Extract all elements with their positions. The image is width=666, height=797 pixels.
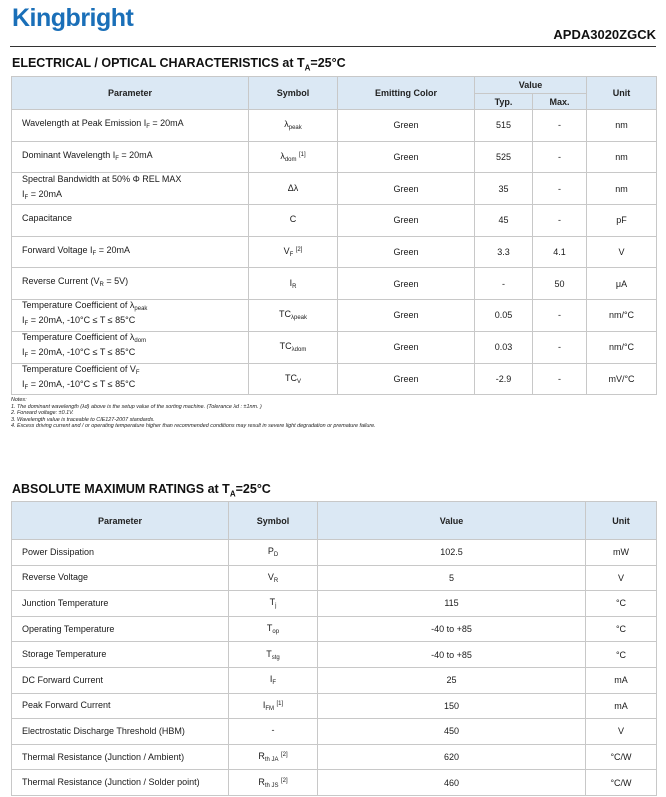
header-rule [10, 46, 656, 47]
parameter-cell [12, 268, 249, 300]
emitting-color-cell: Green [338, 236, 475, 268]
value-cell: 115 [318, 591, 586, 617]
parameter-text: Spectral Bandwidth at 50% Φ REL MAX [22, 173, 182, 184]
parameter-cell [12, 331, 249, 363]
parameter-line [22, 300, 244, 315]
note-line: 3. Wavelength value is traceable to CIE127-2007 standards. [11, 416, 155, 423]
absolute-section-title: ABSOLUTE MAXIMUM RATINGS at $T_A=25^\circ C$ [12, 482, 271, 499]
parameter-text: = 20mA, -10°C ≤ T ≤ 85°C [28, 347, 136, 358]
unit-cell: mV/°C [587, 363, 657, 395]
table-row [12, 331, 657, 363]
table-row [12, 363, 657, 395]
unit-cell: V [587, 236, 657, 268]
symbol-note-ref: [2] [281, 777, 288, 784]
parameter-text: I [22, 347, 25, 358]
parameter-line [22, 245, 244, 260]
header-unit: Unit [587, 77, 657, 110]
max-value-cell: 50 [533, 268, 587, 300]
parameter-text: Dominant Wavelength I [22, 149, 116, 160]
parameter-cell: Power Dissipation [12, 540, 229, 566]
header-symbol: Symbol [249, 77, 338, 110]
symbol-subscript: peak [288, 125, 302, 132]
symbol-subscript: FM [265, 705, 274, 712]
parameter-line [22, 213, 244, 228]
symbol-text: V [267, 571, 274, 582]
symbol-subscript: V [296, 378, 301, 385]
symbol-subscript: th JA [264, 757, 279, 764]
value-cell: 450 [318, 719, 586, 745]
max-value-cell: - [533, 110, 587, 142]
emitting-color-cell: Green [338, 300, 475, 332]
table-row [12, 110, 657, 142]
emitting-color-cell: Green [338, 173, 475, 205]
symbol-text: TC [284, 372, 297, 383]
max-value-cell: - [533, 141, 587, 173]
table-row [12, 642, 657, 668]
table-row [12, 565, 657, 591]
unit-cell: nm [587, 141, 657, 173]
symbol-cell [249, 236, 338, 268]
symbol-text: T [266, 623, 273, 634]
header-value: Value [318, 502, 586, 540]
emitting-color-cell: Green [338, 363, 475, 395]
symbol-subscript: stg [271, 654, 280, 661]
notes-heading: Notes: [11, 397, 27, 403]
symbol-text: Δλ [287, 182, 299, 193]
symbol-cell [249, 331, 338, 363]
parameter-subscript: F [24, 353, 29, 360]
symbol-cell [249, 110, 338, 142]
table-row [12, 616, 657, 642]
emitting-color-cell: Green [338, 141, 475, 173]
header-symbol: Symbol [229, 502, 318, 540]
parameter-text: = 20mA [118, 149, 153, 160]
header-typ: Typ. [475, 94, 533, 110]
value-cell: 102.5 [318, 540, 586, 566]
symbol-cell [229, 642, 318, 668]
typ-value-cell: 515 [475, 110, 533, 142]
emitting-color-cell: Green [338, 331, 475, 363]
symbol-text: λ [280, 151, 285, 162]
value-cell: 460 [318, 770, 586, 796]
table-row [12, 268, 657, 300]
notes [11, 397, 376, 430]
parameter-subscript: F [135, 369, 140, 376]
unit-cell: V [586, 565, 657, 591]
unit-cell: °C/W [586, 770, 657, 796]
symbol-text: V [283, 246, 290, 257]
value-cell: 620 [318, 744, 586, 770]
parameter-text: = 20mA, -10°C ≤ T ≤ 85°C [28, 315, 136, 326]
unit-cell: nm [587, 173, 657, 205]
unit-cell: V [586, 719, 657, 745]
value-cell: 150 [318, 693, 586, 719]
part-number: APDA3020ZGCK [553, 27, 656, 42]
parameter-line [22, 174, 244, 189]
parameter-subscript: F [146, 123, 150, 130]
value-cell: -40 to +85 [318, 642, 586, 668]
emitting-color-cell: Green [338, 268, 475, 300]
table-row [12, 719, 657, 745]
parameter-cell: Operating Temperature [12, 616, 229, 642]
symbol-cell [229, 770, 318, 796]
parameter-cell [12, 141, 249, 173]
symbol-subscript: R [273, 577, 279, 584]
header-parameter: Parameter [12, 502, 229, 540]
symbol-text: P [267, 546, 274, 557]
symbol-text: I [262, 699, 266, 710]
symbol-cell [249, 300, 338, 332]
header-emitting-color: Emitting Color [338, 77, 475, 110]
symbol-text: I [289, 277, 293, 288]
symbol-cell [249, 141, 338, 173]
table-row [12, 141, 657, 173]
unit-cell: mA [586, 667, 657, 693]
parameter-subscript: dom [134, 338, 147, 345]
parameter-cell: Electrostatic Discharge Threshold (HBM) [12, 719, 229, 745]
parameter-line [22, 276, 244, 291]
note-line: 4. Excess driving current and / or operating temperature higher than recommended conditions may result in severe light degradation or premature failure. [11, 423, 376, 430]
symbol-text: λ [284, 119, 289, 130]
parameter-text: = 20mA, -10°C ≤ T ≤ 85°C [28, 378, 136, 389]
parameter-subscript: F [24, 384, 29, 391]
parameter-text: = 20mA [28, 188, 62, 199]
symbol-cell [229, 565, 318, 591]
max-value-cell: - [533, 173, 587, 205]
table-row [12, 693, 657, 719]
value-cell: -40 to +85 [318, 616, 586, 642]
parameter-cell: Storage Temperature [12, 642, 229, 668]
page-header [0, 0, 666, 48]
typ-value-cell: 0.05 [475, 300, 533, 332]
symbol-subscript: D [273, 552, 279, 559]
symbol-note-ref: [1] [299, 152, 306, 159]
header-parameter: Parameter [12, 77, 249, 110]
typ-value-cell: 0.03 [475, 331, 533, 363]
parameter-line [22, 189, 244, 204]
electrical-characteristics-table [11, 76, 657, 395]
max-value-cell: - [533, 363, 587, 395]
header-max: Max. [533, 94, 587, 110]
unit-cell: nm/°C [587, 331, 657, 363]
parameter-text: = 20mA [96, 244, 130, 255]
parameter-subscript: F [115, 155, 119, 162]
parameter-text: = 5V) [103, 276, 129, 287]
table-row [12, 744, 657, 770]
parameter-cell: Reverse Voltage [12, 565, 229, 591]
symbol-cell [249, 173, 338, 205]
emitting-color-cell: Green [338, 110, 475, 142]
parameter-text: Temperature Coefficient of λ [22, 332, 135, 343]
symbol-subscript: j [275, 603, 277, 610]
parameter-cell: Thermal Resistance (Junction / Ambient) [12, 744, 229, 770]
parameter-text: Forward Voltage I [22, 244, 93, 255]
parameter-text: Temperature Coefficient of λ [22, 300, 135, 311]
symbol-text: R [258, 776, 265, 787]
parameter-cell: Thermal Resistance (Junction / Solder point) [12, 770, 229, 796]
table-row [12, 173, 657, 205]
table-row [12, 540, 657, 566]
parameter-cell [12, 110, 249, 142]
symbol-cell [229, 540, 318, 566]
parameter-subscript: peak [134, 306, 148, 313]
unit-cell: °C [586, 616, 657, 642]
symbol-subscript: R [292, 283, 297, 290]
parameter-cell [12, 205, 249, 237]
parameter-line [22, 379, 244, 394]
symbol-text: T [269, 597, 276, 608]
symbol-note-ref: [1] [276, 700, 284, 707]
max-value-cell: - [533, 331, 587, 363]
emitting-color-cell: Green [338, 205, 475, 237]
symbol-cell [249, 363, 338, 395]
table-header-row [12, 502, 657, 540]
symbol-cell [249, 268, 338, 300]
symbol-subscript: th JS [264, 782, 279, 789]
max-value-cell: 4.1 [533, 236, 587, 268]
note-line: 1. The dominant wavelength (λd) above is the setup value of the sorting machine. (Tolerance λd : ±1nm. ) [11, 403, 262, 410]
typ-value-cell: 35 [475, 173, 533, 205]
parameter-subscript: F [24, 194, 29, 201]
parameter-text: = 20mA [149, 117, 184, 128]
symbol-text: T [266, 648, 272, 659]
note-line: 2. Forward voltage: ±0.1V. [11, 410, 74, 417]
header-value: Value [475, 77, 587, 94]
unit-cell: mW [586, 540, 657, 566]
parameter-text: Wavelength at Peak Emission I [22, 117, 147, 128]
parameter-text: I [22, 188, 25, 199]
symbol-cell [229, 591, 318, 617]
table-row [12, 236, 657, 268]
table-row [12, 667, 657, 693]
table-row [12, 770, 657, 796]
parameter-cell [12, 363, 249, 395]
table-row [12, 205, 657, 237]
parameter-subscript: R [99, 282, 104, 289]
symbol-subscript: F [289, 252, 294, 259]
unit-cell: nm/°C [587, 300, 657, 332]
typ-value-cell: - [475, 268, 533, 300]
unit-cell: pF [587, 205, 657, 237]
symbol-text: I [269, 674, 273, 685]
parameter-text: Reverse Current (V [22, 276, 100, 287]
symbol-subscript: λdom [291, 347, 307, 354]
unit-cell: μA [587, 268, 657, 300]
parameter-line [22, 118, 244, 133]
unit-cell: mA [586, 693, 657, 719]
symbol-subscript: op [272, 629, 280, 636]
parameter-cell [12, 236, 249, 268]
symbol-note-ref: [2] [295, 247, 303, 254]
parameter-text: I [22, 315, 25, 326]
symbol-subscript: dom [284, 157, 297, 164]
max-value-cell: - [533, 300, 587, 332]
table-row [12, 300, 657, 332]
parameter-cell [12, 300, 249, 332]
typ-value-cell: 3.3 [475, 236, 533, 268]
value-cell: 25 [318, 667, 586, 693]
unit-cell: nm [587, 110, 657, 142]
parameter-line [22, 150, 244, 165]
parameter-text: I [22, 378, 25, 389]
symbol-cell [229, 719, 318, 745]
max-value-cell: - [533, 205, 587, 237]
symbol-text: TC [279, 341, 292, 352]
symbol-text: R [258, 751, 265, 762]
symbol-subscript: λpeak [290, 315, 307, 322]
parameter-line [22, 315, 244, 330]
brand-logo: Kingbright [12, 4, 134, 32]
table-row [12, 591, 657, 617]
parameter-cell: Junction Temperature [12, 591, 229, 617]
value-cell: 5 [318, 565, 586, 591]
table-header-row [12, 77, 657, 94]
symbol-cell [229, 616, 318, 642]
symbol-subscript: F [272, 680, 277, 687]
absolute-maximum-ratings-table [11, 501, 657, 796]
parameter-line [22, 332, 244, 347]
symbol-text: - [271, 725, 275, 736]
electrical-section-title: ELECTRICAL / OPTICAL CHARACTERISTICS at $T_A=25^\circ C$ [12, 56, 346, 73]
symbol-note-ref: [2] [281, 752, 288, 759]
parameter-text: Temperature Coefficient of V [22, 363, 136, 374]
unit-cell: °C [586, 642, 657, 668]
parameter-cell [12, 173, 249, 205]
symbol-cell [249, 205, 338, 237]
unit-cell: °C/W [586, 744, 657, 770]
parameter-subscript: F [92, 250, 97, 257]
symbol-text: TC [278, 309, 291, 320]
parameter-cell: DC Forward Current [12, 667, 229, 693]
unit-cell: °C [586, 591, 657, 617]
parameter-subscript: F [24, 321, 29, 328]
parameter-text: Capacitance [22, 212, 73, 223]
typ-value-cell: 45 [475, 205, 533, 237]
symbol-text: C [289, 214, 297, 225]
typ-value-cell: 525 [475, 141, 533, 173]
parameter-cell: Peak Forward Current [12, 693, 229, 719]
header-unit: Unit [586, 502, 657, 540]
symbol-cell [229, 693, 318, 719]
typ-value-cell: -2.9 [475, 363, 533, 395]
parameter-line [22, 347, 244, 362]
symbol-cell [229, 667, 318, 693]
symbol-cell [229, 744, 318, 770]
parameter-line [22, 364, 244, 379]
